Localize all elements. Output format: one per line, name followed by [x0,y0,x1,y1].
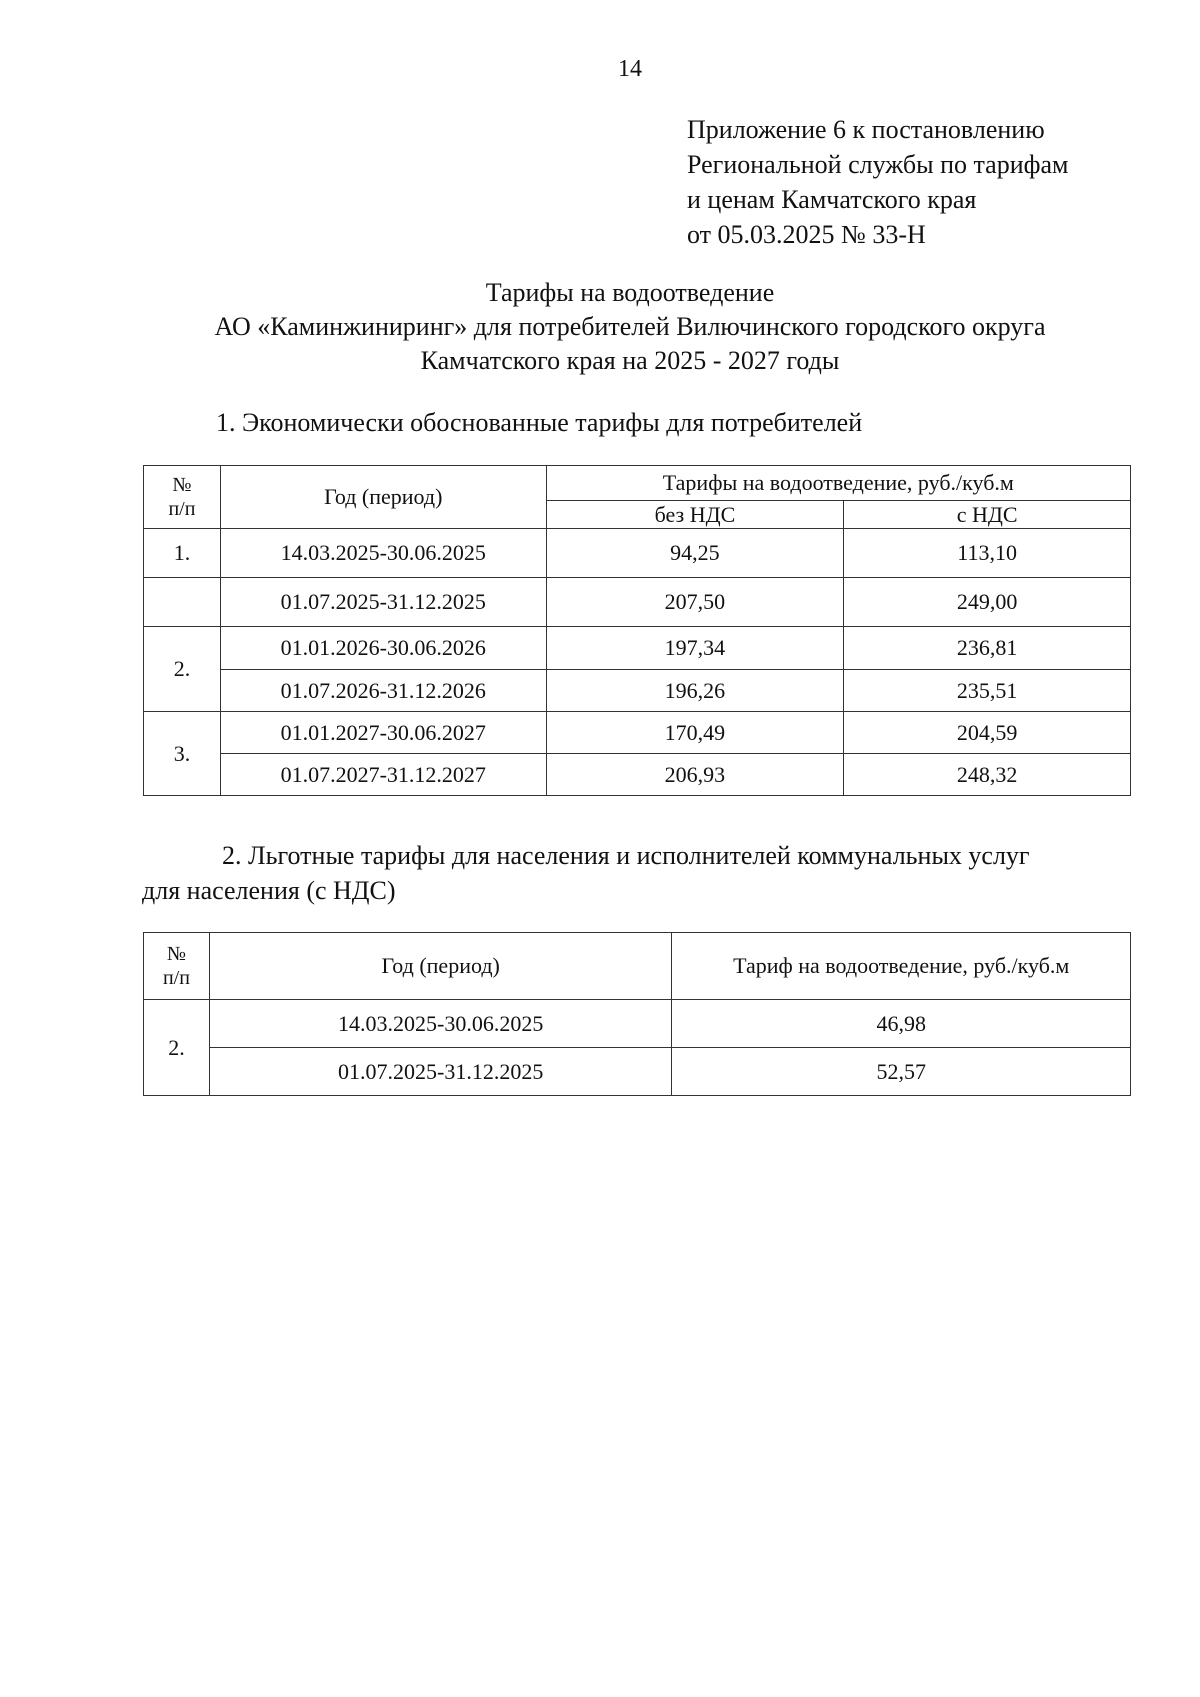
row-period: 01.07.2026-31.12.2026 [220,670,546,712]
row-num: 2. [144,1000,210,1096]
table-row [144,754,1131,796]
row-tariff: 46,98 [672,1000,1131,1048]
col-header-num [144,466,221,529]
table-header-row [144,466,1131,501]
appendix-line: Приложение 6 к постановлению [687,115,1045,144]
table-row [144,712,1131,754]
row-with-vat: 236,81 [844,627,1131,670]
col-header-num [144,933,210,1000]
row-num: 1. [144,529,221,578]
col-header-with-vat: с НДС [844,501,1131,529]
row-no-vat: 197,34 [546,627,844,670]
appendix-line: от 05.03.2025 № 33-Н [687,220,926,249]
title-line: АО «Каминжиниринг» для потребителей Вилючинского городского округа [214,312,1046,341]
col-header-period: Год (период) [209,933,672,1000]
row-period: 01.01.2026-30.06.2026 [220,627,546,670]
row-period: 01.01.2027-30.06.2027 [220,712,546,754]
row-period: 01.07.2025-31.12.2025 [209,1048,672,1096]
row-num: 2. [144,627,221,712]
row-period: 01.07.2027-31.12.2027 [220,754,546,796]
col-header-tariff: Тарифы на водоотведение, руб./куб.м [546,466,1130,501]
row-num: 3. [144,712,221,796]
table-row [144,578,1131,627]
row-with-vat: 113,10 [844,529,1131,578]
preferential-tariffs-table [143,932,1131,1096]
row-no-vat: 196,26 [546,670,844,712]
col-header-no-vat: без НДС [546,501,844,529]
row-no-vat: 207,50 [546,578,844,627]
page-number: 14 [618,56,642,82]
row-no-vat: 170,49 [546,712,844,754]
appendix-line: Региональной службы по тарифам [687,150,1069,179]
row-with-vat: 248,32 [844,754,1131,796]
col-header-tariff: Тариф на водоотведение, руб./куб.м [672,933,1131,1000]
col-header-period: Год (период) [220,466,546,529]
row-period: 14.03.2025-30.06.2025 [220,529,546,578]
economic-tariffs-table [143,465,1131,796]
document-title [140,276,1120,378]
table-row [144,1000,1131,1048]
row-with-vat: 249,00 [844,578,1131,627]
section2-heading-line1: 2. Льготные тарифы для населения и исполнителей коммунальных услуг [222,841,1030,870]
appendix-line: и ценам Камчатского края [687,185,977,214]
table-header-row [144,933,1131,1000]
row-period: 14.03.2025-30.06.2025 [209,1000,672,1048]
section2-heading [142,838,1127,908]
section1-heading: 1. Экономически обоснованные тарифы для потребителей [216,408,863,437]
row-period: 01.07.2025-31.12.2025 [220,578,546,627]
appendix-block [687,112,1068,252]
row-tariff: 52,57 [672,1048,1131,1096]
table-row [144,627,1131,670]
row-no-vat: 206,93 [546,754,844,796]
row-with-vat: 235,51 [844,670,1131,712]
row-num [144,578,221,627]
section2-heading-line2: для населения (с НДС) [142,876,396,905]
col-header-num-line2: п/п [168,498,196,520]
row-with-vat: 204,59 [844,712,1131,754]
title-line: Тарифы на водоотведение [485,278,775,307]
row-no-vat: 94,25 [546,529,844,578]
col-header-num-line1: № [172,474,192,496]
title-line: Камчатского края на 2025 - 2027 годы [420,346,840,375]
col-header-num-line2: п/п [162,967,190,989]
col-header-num-line1: № [166,943,186,965]
table-row [144,670,1131,712]
table-row [144,529,1131,578]
table-row [144,1048,1131,1096]
